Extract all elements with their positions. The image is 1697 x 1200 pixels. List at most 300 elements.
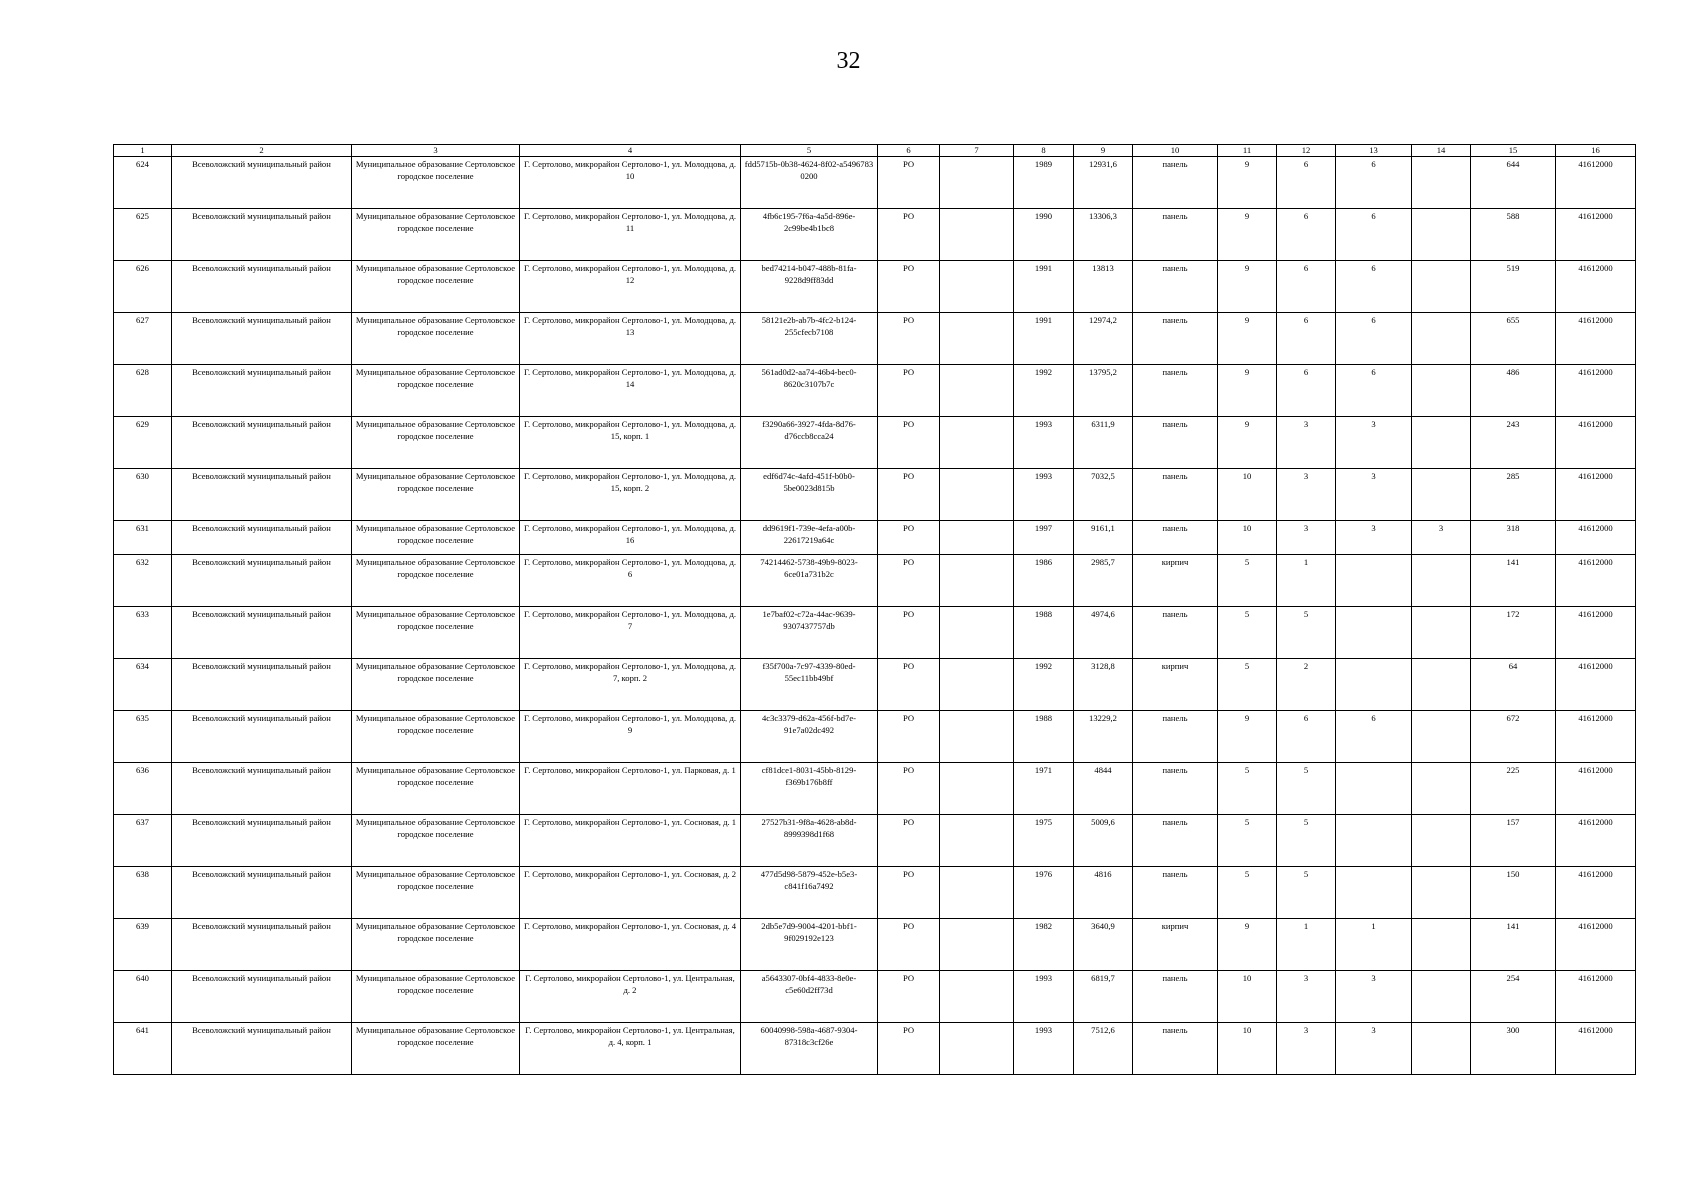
operation-status-cell: РО [878, 815, 940, 867]
entrances-cell: 6 [1277, 365, 1336, 417]
col-14-cell [1412, 919, 1471, 971]
wall-material-cell: кирпич [1133, 919, 1218, 971]
entrances-cell: 3 [1277, 521, 1336, 555]
address-cell: Г. Сертолово, микрорайон Сертолово-1, ул. Молодцова, д. 15, корп. 2 [520, 469, 741, 521]
house-guid-cell: 1e7baf02-c72a-44ac-9639-9307437757db [741, 607, 878, 659]
col-14-cell [1412, 555, 1471, 607]
floors-cell: 9 [1218, 157, 1277, 209]
column-header-3: 3 [352, 145, 520, 157]
municipality-cell: Муниципальное образование Сертоловское городское поселение [352, 313, 520, 365]
elevators-cell [1336, 659, 1412, 711]
operation-status-cell: РО [878, 417, 940, 469]
district-cell: Всеволожский муниципальный район [172, 469, 352, 521]
floors-cell: 5 [1218, 607, 1277, 659]
column-header-16: 16 [1556, 145, 1636, 157]
wall-material-cell: панель [1133, 1023, 1218, 1075]
year-built-cell: 1976 [1014, 867, 1074, 919]
row-number-cell: 641 [114, 1023, 172, 1075]
residents-cell: 285 [1471, 469, 1556, 521]
residents-cell: 225 [1471, 763, 1556, 815]
district-cell: Всеволожский муниципальный район [172, 919, 352, 971]
operation-status-cell: РО [878, 763, 940, 815]
elevators-cell: 6 [1336, 209, 1412, 261]
col-7-cell [940, 919, 1014, 971]
row-number-cell: 631 [114, 521, 172, 555]
oktmo-code-cell: 41612000 [1556, 971, 1636, 1023]
district-cell: Всеволожский муниципальный район [172, 867, 352, 919]
elevators-cell: 6 [1336, 365, 1412, 417]
house-guid-cell: fdd5715b-0b38-4624-8f02-a5496783 0200 [741, 157, 878, 209]
address-cell: Г. Сертолово, микрорайон Сертолово-1, ул. Центральная, д. 2 [520, 971, 741, 1023]
col-14-cell [1412, 815, 1471, 867]
house-guid-cell: 74214462-5738-49b9-8023-6ce01a731b2c [741, 555, 878, 607]
row-number-cell: 628 [114, 365, 172, 417]
house-guid-cell: 60040998-598a-4687-9304-87318c3cf26e [741, 1023, 878, 1075]
address-cell: Г. Сертолово, микрорайон Сертолово-1, ул. Молодцова, д. 9 [520, 711, 741, 763]
address-cell: Г. Сертолово, микрорайон Сертолово-1, ул. Молодцова, д. 7 [520, 607, 741, 659]
col-14-cell [1412, 659, 1471, 711]
entrances-cell: 6 [1277, 209, 1336, 261]
district-cell: Всеволожский муниципальный район [172, 1023, 352, 1075]
col-7-cell [940, 157, 1014, 209]
operation-status-cell: РО [878, 261, 940, 313]
row-number-cell: 634 [114, 659, 172, 711]
year-built-cell: 1982 [1014, 919, 1074, 971]
year-built-cell: 1988 [1014, 711, 1074, 763]
table-row [114, 1023, 1636, 1075]
district-cell: Всеволожский муниципальный район [172, 971, 352, 1023]
oktmo-code-cell: 41612000 [1556, 521, 1636, 555]
district-cell: Всеволожский муниципальный район [172, 711, 352, 763]
table-row [114, 607, 1636, 659]
year-built-cell: 1991 [1014, 313, 1074, 365]
elevators-cell: 6 [1336, 157, 1412, 209]
elevators-cell: 6 [1336, 711, 1412, 763]
column-header-13: 13 [1336, 145, 1412, 157]
district-cell: Всеволожский муниципальный район [172, 521, 352, 555]
operation-status-cell: РО [878, 313, 940, 365]
total-area-cell: 4816 [1074, 867, 1133, 919]
house-guid-cell: 561ad0d2-aa74-46b4-bec0-8620c3107b7c [741, 365, 878, 417]
district-cell: Всеволожский муниципальный район [172, 607, 352, 659]
floors-cell: 9 [1218, 365, 1277, 417]
oktmo-code-cell: 41612000 [1556, 763, 1636, 815]
col-7-cell [940, 607, 1014, 659]
oktmo-code-cell: 41612000 [1556, 867, 1636, 919]
address-cell: Г. Сертолово, микрорайон Сертолово-1, ул. Сосновая, д. 1 [520, 815, 741, 867]
column-header-15: 15 [1471, 145, 1556, 157]
elevators-cell: 6 [1336, 313, 1412, 365]
residents-cell: 141 [1471, 919, 1556, 971]
total-area-cell: 7032,5 [1074, 469, 1133, 521]
address-cell: Г. Сертолово, микрорайон Сертолово-1, ул. Молодцова, д. 11 [520, 209, 741, 261]
year-built-cell: 1993 [1014, 417, 1074, 469]
col-7-cell [940, 659, 1014, 711]
housing-registry-table [113, 144, 1636, 1075]
entrances-cell: 5 [1277, 607, 1336, 659]
col-7-cell [940, 1023, 1014, 1075]
residents-cell: 64 [1471, 659, 1556, 711]
house-guid-cell: a5643307-0bf4-4833-8e0e-c5e60d2ff73d [741, 971, 878, 1023]
municipality-cell: Муниципальное образование Сертоловское городское поселение [352, 555, 520, 607]
table-body [114, 157, 1636, 1075]
row-number-cell: 639 [114, 919, 172, 971]
house-guid-cell: bed74214-b047-488b-81fa-9228d9ff83dd [741, 261, 878, 313]
col-14-cell [1412, 261, 1471, 313]
residents-cell: 588 [1471, 209, 1556, 261]
total-area-cell: 12931,6 [1074, 157, 1133, 209]
table-row [114, 555, 1636, 607]
floors-cell: 9 [1218, 417, 1277, 469]
wall-material-cell: панель [1133, 867, 1218, 919]
floors-cell: 10 [1218, 521, 1277, 555]
operation-status-cell: РО [878, 209, 940, 261]
row-number-cell: 632 [114, 555, 172, 607]
municipality-cell: Муниципальное образование Сертоловское городское поселение [352, 209, 520, 261]
column-header-8: 8 [1014, 145, 1074, 157]
total-area-cell: 3128,8 [1074, 659, 1133, 711]
residents-cell: 172 [1471, 607, 1556, 659]
year-built-cell: 1992 [1014, 659, 1074, 711]
wall-material-cell: панель [1133, 971, 1218, 1023]
year-built-cell: 1992 [1014, 365, 1074, 417]
residents-cell: 300 [1471, 1023, 1556, 1075]
year-built-cell: 1993 [1014, 469, 1074, 521]
operation-status-cell: РО [878, 659, 940, 711]
total-area-cell: 13229,2 [1074, 711, 1133, 763]
house-guid-cell: 477d5d98-5879-452e-b5e3-c841f16a7492 [741, 867, 878, 919]
elevators-cell: 6 [1336, 261, 1412, 313]
entrances-cell: 5 [1277, 867, 1336, 919]
column-header-4: 4 [520, 145, 741, 157]
col-7-cell [940, 867, 1014, 919]
oktmo-code-cell: 41612000 [1556, 607, 1636, 659]
entrances-cell: 3 [1277, 469, 1336, 521]
address-cell: Г. Сертолово, микрорайон Сертолово-1, ул. Молодцова, д. 13 [520, 313, 741, 365]
col-14-cell [1412, 763, 1471, 815]
col-7-cell [940, 417, 1014, 469]
total-area-cell: 6819,7 [1074, 971, 1133, 1023]
municipality-cell: Муниципальное образование Сертоловское городское поселение [352, 1023, 520, 1075]
elevators-cell: 3 [1336, 521, 1412, 555]
column-header-10: 10 [1133, 145, 1218, 157]
total-area-cell: 2985,7 [1074, 555, 1133, 607]
district-cell: Всеволожский муниципальный район [172, 209, 352, 261]
year-built-cell: 1990 [1014, 209, 1074, 261]
row-number-cell: 626 [114, 261, 172, 313]
address-cell: Г. Сертолово, микрорайон Сертолово-1, ул. Молодцова, д. 10 [520, 157, 741, 209]
row-number-cell: 625 [114, 209, 172, 261]
district-cell: Всеволожский муниципальный район [172, 417, 352, 469]
floors-cell: 5 [1218, 555, 1277, 607]
operation-status-cell: РО [878, 1023, 940, 1075]
table-row [114, 521, 1636, 555]
year-built-cell: 1991 [1014, 261, 1074, 313]
row-number-cell: 636 [114, 763, 172, 815]
column-header-1: 1 [114, 145, 172, 157]
municipality-cell: Муниципальное образование Сертоловское городское поселение [352, 919, 520, 971]
entrances-cell: 2 [1277, 659, 1336, 711]
operation-status-cell: РО [878, 555, 940, 607]
residents-cell: 150 [1471, 867, 1556, 919]
wall-material-cell: панель [1133, 209, 1218, 261]
floors-cell: 5 [1218, 659, 1277, 711]
entrances-cell: 6 [1277, 157, 1336, 209]
total-area-cell: 5009,6 [1074, 815, 1133, 867]
entrances-cell: 1 [1277, 555, 1336, 607]
wall-material-cell: панель [1133, 157, 1218, 209]
total-area-cell: 13813 [1074, 261, 1133, 313]
wall-material-cell: панель [1133, 313, 1218, 365]
row-number-cell: 629 [114, 417, 172, 469]
row-number-cell: 624 [114, 157, 172, 209]
year-built-cell: 1993 [1014, 971, 1074, 1023]
municipality-cell: Муниципальное образование Сертоловское городское поселение [352, 659, 520, 711]
residents-cell: 243 [1471, 417, 1556, 469]
col-14-cell [1412, 607, 1471, 659]
row-number-cell: 637 [114, 815, 172, 867]
wall-material-cell: панель [1133, 607, 1218, 659]
oktmo-code-cell: 41612000 [1556, 919, 1636, 971]
operation-status-cell: РО [878, 919, 940, 971]
table-row [114, 971, 1636, 1023]
residents-cell: 486 [1471, 365, 1556, 417]
col-7-cell [940, 971, 1014, 1023]
wall-material-cell: кирпич [1133, 659, 1218, 711]
entrances-cell: 3 [1277, 971, 1336, 1023]
floors-cell: 9 [1218, 261, 1277, 313]
col-7-cell [940, 365, 1014, 417]
oktmo-code-cell: 41612000 [1556, 469, 1636, 521]
municipality-cell: Муниципальное образование Сертоловское городское поселение [352, 365, 520, 417]
total-area-cell: 3640,9 [1074, 919, 1133, 971]
table-header [114, 145, 1636, 157]
residents-cell: 655 [1471, 313, 1556, 365]
row-number-cell: 630 [114, 469, 172, 521]
house-guid-cell: f3290a66-3927-4fda-8d76-d76ccb8cca24 [741, 417, 878, 469]
row-number-cell: 638 [114, 867, 172, 919]
column-header-6: 6 [878, 145, 940, 157]
oktmo-code-cell: 41612000 [1556, 659, 1636, 711]
municipality-cell: Муниципальное образование Сертоловское городское поселение [352, 711, 520, 763]
header-row [114, 145, 1636, 157]
residents-cell: 519 [1471, 261, 1556, 313]
oktmo-code-cell: 41612000 [1556, 417, 1636, 469]
col-14-cell [1412, 469, 1471, 521]
house-guid-cell: 4c3c3379-d62a-456f-bd7e-91e7a02dc492 [741, 711, 878, 763]
row-number-cell: 635 [114, 711, 172, 763]
house-guid-cell: 4fb6c195-7f6a-4a5d-896e-2c99be4b1bc8 [741, 209, 878, 261]
table-row [114, 365, 1636, 417]
year-built-cell: 1988 [1014, 607, 1074, 659]
col-14-cell [1412, 417, 1471, 469]
col-14-cell: 3 [1412, 521, 1471, 555]
residents-cell: 141 [1471, 555, 1556, 607]
residents-cell: 318 [1471, 521, 1556, 555]
elevators-cell [1336, 867, 1412, 919]
entrances-cell: 6 [1277, 313, 1336, 365]
col-7-cell [940, 763, 1014, 815]
operation-status-cell: РО [878, 469, 940, 521]
col-7-cell [940, 209, 1014, 261]
elevators-cell [1336, 555, 1412, 607]
col-7-cell [940, 261, 1014, 313]
elevators-cell: 3 [1336, 469, 1412, 521]
wall-material-cell: панель [1133, 261, 1218, 313]
total-area-cell: 12974,2 [1074, 313, 1133, 365]
table-row [114, 313, 1636, 365]
col-14-cell [1412, 209, 1471, 261]
municipality-cell: Муниципальное образование Сертоловское городское поселение [352, 971, 520, 1023]
operation-status-cell: РО [878, 607, 940, 659]
municipality-cell: Муниципальное образование Сертоловское городское поселение [352, 417, 520, 469]
table-row [114, 261, 1636, 313]
house-guid-cell: 58121e2b-ab7b-4fc2-b124-255cfecb7108 [741, 313, 878, 365]
table-row [114, 867, 1636, 919]
floors-cell: 10 [1218, 1023, 1277, 1075]
address-cell: Г. Сертолово, микрорайон Сертолово-1, ул. Молодцова, д. 6 [520, 555, 741, 607]
wall-material-cell: панель [1133, 469, 1218, 521]
entrances-cell: 6 [1277, 261, 1336, 313]
year-built-cell: 1997 [1014, 521, 1074, 555]
district-cell: Всеволожский муниципальный район [172, 659, 352, 711]
row-number-cell: 633 [114, 607, 172, 659]
municipality-cell: Муниципальное образование Сертоловское городское поселение [352, 157, 520, 209]
total-area-cell: 4974,6 [1074, 607, 1133, 659]
operation-status-cell: РО [878, 521, 940, 555]
col-7-cell [940, 815, 1014, 867]
house-guid-cell: 27527b31-9f8a-4628-ab8d-8999398d1f68 [741, 815, 878, 867]
wall-material-cell: панель [1133, 365, 1218, 417]
operation-status-cell: РО [878, 711, 940, 763]
year-built-cell: 1975 [1014, 815, 1074, 867]
residents-cell: 672 [1471, 711, 1556, 763]
table-row [114, 469, 1636, 521]
table-row [114, 417, 1636, 469]
col-7-cell [940, 313, 1014, 365]
municipality-cell: Муниципальное образование Сертоловское городское поселение [352, 815, 520, 867]
entrances-cell: 6 [1277, 711, 1336, 763]
col-14-cell [1412, 867, 1471, 919]
address-cell: Г. Сертолово, микрорайон Сертолово-1, ул. Молодцова, д. 12 [520, 261, 741, 313]
oktmo-code-cell: 41612000 [1556, 555, 1636, 607]
oktmo-code-cell: 41612000 [1556, 711, 1636, 763]
table-row [114, 815, 1636, 867]
floors-cell: 5 [1218, 815, 1277, 867]
col-14-cell [1412, 365, 1471, 417]
municipality-cell: Муниципальное образование Сертоловское городское поселение [352, 469, 520, 521]
floors-cell: 10 [1218, 469, 1277, 521]
oktmo-code-cell: 41612000 [1556, 313, 1636, 365]
col-7-cell [940, 469, 1014, 521]
district-cell: Всеволожский муниципальный район [172, 815, 352, 867]
residents-cell: 254 [1471, 971, 1556, 1023]
house-guid-cell: edf6d74c-4afd-451f-b0b0-5be0023d815b [741, 469, 878, 521]
residents-cell: 644 [1471, 157, 1556, 209]
municipality-cell: Муниципальное образование Сертоловское городское поселение [352, 763, 520, 815]
operation-status-cell: РО [878, 867, 940, 919]
year-built-cell: 1971 [1014, 763, 1074, 815]
wall-material-cell: панель [1133, 417, 1218, 469]
elevators-cell: 3 [1336, 971, 1412, 1023]
column-header-14: 14 [1412, 145, 1471, 157]
address-cell: Г. Сертолово, микрорайон Сертолово-1, ул. Центральная, д. 4, корп. 1 [520, 1023, 741, 1075]
column-header-11: 11 [1218, 145, 1277, 157]
entrances-cell: 5 [1277, 815, 1336, 867]
oktmo-code-cell: 41612000 [1556, 1023, 1636, 1075]
municipality-cell: Муниципальное образование Сертоловское городское поселение [352, 521, 520, 555]
entrances-cell: 3 [1277, 417, 1336, 469]
page-number: 32 [836, 48, 861, 74]
elevators-cell [1336, 763, 1412, 815]
year-built-cell: 1986 [1014, 555, 1074, 607]
col-14-cell [1412, 1023, 1471, 1075]
col-7-cell [940, 555, 1014, 607]
address-cell: Г. Сертолово, микрорайон Сертолово-1, ул. Молодцова, д. 16 [520, 521, 741, 555]
floors-cell: 9 [1218, 711, 1277, 763]
column-header-5: 5 [741, 145, 878, 157]
oktmo-code-cell: 41612000 [1556, 815, 1636, 867]
oktmo-code-cell: 41612000 [1556, 365, 1636, 417]
wall-material-cell: кирпич [1133, 555, 1218, 607]
floors-cell: 9 [1218, 313, 1277, 365]
address-cell: Г. Сертолово, микрорайон Сертолово-1, ул. Молодцова, д. 14 [520, 365, 741, 417]
wall-material-cell: панель [1133, 711, 1218, 763]
floors-cell: 9 [1218, 919, 1277, 971]
col-7-cell [940, 711, 1014, 763]
column-header-7: 7 [940, 145, 1014, 157]
municipality-cell: Муниципальное образование Сертоловское городское поселение [352, 867, 520, 919]
operation-status-cell: РО [878, 157, 940, 209]
wall-material-cell: панель [1133, 815, 1218, 867]
house-guid-cell: f35f700a-7c97-4339-80ed-55ec11bb49bf [741, 659, 878, 711]
row-number-cell: 627 [114, 313, 172, 365]
year-built-cell: 1989 [1014, 157, 1074, 209]
house-guid-cell: cf81dce1-8031-45bb-8129-f369b176b8ff [741, 763, 878, 815]
table-row [114, 711, 1636, 763]
district-cell: Всеволожский муниципальный район [172, 313, 352, 365]
entrances-cell: 3 [1277, 1023, 1336, 1075]
residents-cell: 157 [1471, 815, 1556, 867]
wall-material-cell: панель [1133, 521, 1218, 555]
column-header-12: 12 [1277, 145, 1336, 157]
oktmo-code-cell: 41612000 [1556, 261, 1636, 313]
district-cell: Всеволожский муниципальный район [172, 555, 352, 607]
oktmo-code-cell: 41612000 [1556, 157, 1636, 209]
column-header-9: 9 [1074, 145, 1133, 157]
total-area-cell: 4844 [1074, 763, 1133, 815]
entrances-cell: 5 [1277, 763, 1336, 815]
elevators-cell: 1 [1336, 919, 1412, 971]
table-row [114, 209, 1636, 261]
column-header-2: 2 [172, 145, 352, 157]
house-guid-cell: 2db5e7d9-9004-4201-bbf1-9f029192e123 [741, 919, 878, 971]
district-cell: Всеволожский муниципальный район [172, 365, 352, 417]
elevators-cell: 3 [1336, 1023, 1412, 1075]
total-area-cell: 13306,3 [1074, 209, 1133, 261]
entrances-cell: 1 [1277, 919, 1336, 971]
operation-status-cell: РО [878, 365, 940, 417]
wall-material-cell: панель [1133, 763, 1218, 815]
floors-cell: 9 [1218, 209, 1277, 261]
col-14-cell [1412, 971, 1471, 1023]
house-guid-cell: dd9619f1-739e-4efa-a00b-22617219a64c [741, 521, 878, 555]
floors-cell: 5 [1218, 867, 1277, 919]
total-area-cell: 13795,2 [1074, 365, 1133, 417]
municipality-cell: Муниципальное образование Сертоловское городское поселение [352, 261, 520, 313]
total-area-cell: 6311,9 [1074, 417, 1133, 469]
address-cell: Г. Сертолово, микрорайон Сертолово-1, ул. Молодцова, д. 7, корп. 2 [520, 659, 741, 711]
